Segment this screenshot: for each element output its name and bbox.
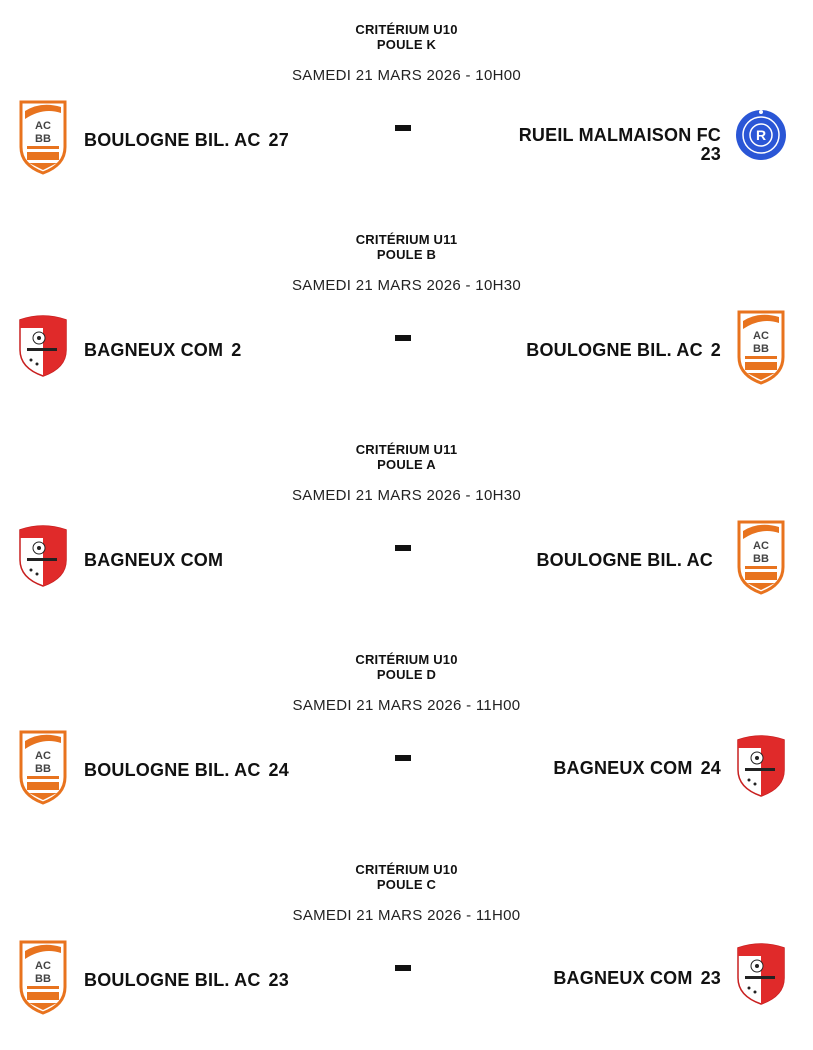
away-team-name: RUEIL MALMAISON FC	[518, 125, 721, 145]
versus-dash	[395, 125, 411, 131]
bagneux-crest-icon	[735, 734, 787, 810]
home-team[interactable]	[84, 970, 289, 991]
versus-dash	[395, 755, 411, 761]
away-team-name: BOULOGNE BIL. AC	[526, 340, 703, 360]
competition-group: POULE C	[376, 877, 437, 892]
match-card[interactable]	[0, 840, 813, 1050]
competition-name: CRITÉRIUM U11	[355, 232, 458, 247]
home-team[interactable]	[84, 340, 241, 361]
svg-text:AC: AC	[35, 750, 51, 762]
versus-dash	[395, 965, 411, 971]
away-team-name: BAGNEUX COM	[553, 758, 693, 778]
home-score: 2	[231, 340, 242, 360]
competition-heading	[0, 442, 813, 472]
competition-heading	[0, 862, 813, 892]
home-team-name: BAGNEUX COM	[84, 340, 224, 360]
home-score: 23	[268, 970, 289, 990]
bagneux-crest-icon	[17, 524, 69, 600]
svg-text:BB: BB	[35, 133, 51, 145]
svg-text:R: R	[755, 127, 767, 143]
svg-text:AC: AC	[753, 330, 769, 342]
match-datetime: SAMEDI 21 MARS 2026 - 10H30	[291, 277, 522, 294]
away-team-name: BAGNEUX COM	[553, 968, 693, 988]
svg-text:AC: AC	[753, 540, 769, 552]
versus-dash	[395, 545, 411, 551]
rueil-malmaison-crest-icon	[734, 108, 788, 162]
svg-text:BB: BB	[753, 553, 769, 565]
away-score: 23	[700, 144, 721, 164]
competition-name: CRITÉRIUM U10	[355, 652, 458, 667]
competition-group: POULE K	[376, 37, 437, 52]
competition-name: CRITÉRIUM U11	[355, 442, 458, 457]
competition-heading	[0, 652, 813, 682]
away-team[interactable]	[553, 758, 721, 779]
away-team[interactable]	[526, 340, 721, 361]
away-score: 24	[700, 758, 721, 778]
competition-heading	[0, 232, 813, 262]
match-datetime: SAMEDI 21 MARS 2026 - 10H00	[291, 67, 522, 84]
match-card[interactable]	[0, 0, 813, 210]
competition-name: CRITÉRIUM U10	[355, 22, 458, 37]
competition-heading	[0, 22, 813, 52]
acbb-crest-icon	[17, 729, 69, 805]
away-team[interactable]	[553, 968, 721, 989]
match-card[interactable]	[0, 210, 813, 420]
match-datetime: SAMEDI 21 MARS 2026 - 11H00	[292, 697, 521, 714]
acbb-crest-icon	[735, 519, 787, 595]
svg-text:BB: BB	[35, 763, 51, 775]
svg-text:BB: BB	[753, 343, 769, 355]
acbb-crest-icon	[17, 99, 69, 175]
away-score: 2	[710, 340, 721, 360]
competition-name: CRITÉRIUM U10	[355, 862, 458, 877]
competition-group: POULE B	[376, 247, 437, 262]
away-score: 23	[700, 968, 721, 988]
svg-text:AC: AC	[35, 120, 51, 132]
home-score: 27	[268, 130, 289, 150]
away-team[interactable]	[536, 550, 721, 571]
home-team-name: BAGNEUX COM	[84, 550, 224, 570]
home-team[interactable]	[84, 550, 231, 571]
match-datetime: SAMEDI 21 MARS 2026 - 10H30	[291, 487, 522, 504]
home-team-name: BOULOGNE BIL. AC	[84, 970, 261, 990]
svg-text:AC: AC	[35, 960, 51, 972]
bagneux-crest-icon	[17, 314, 69, 390]
match-card[interactable]	[0, 630, 813, 840]
home-team[interactable]	[84, 760, 289, 781]
match-datetime: SAMEDI 21 MARS 2026 - 11H00	[292, 907, 521, 924]
home-team[interactable]	[84, 130, 289, 151]
home-team-name: BOULOGNE BIL. AC	[84, 760, 261, 780]
home-team-name: BOULOGNE BIL. AC	[84, 130, 261, 150]
versus-dash	[395, 335, 411, 341]
home-score: 24	[268, 760, 289, 780]
competition-group: POULE D	[376, 667, 437, 682]
acbb-crest-icon	[17, 939, 69, 1015]
acbb-crest-icon	[735, 309, 787, 385]
competition-group: POULE A	[377, 457, 436, 472]
svg-text:BB: BB	[35, 973, 51, 985]
away-team-name: BOULOGNE BIL. AC	[536, 550, 713, 570]
away-team[interactable]	[481, 126, 721, 164]
bagneux-crest-icon	[735, 942, 787, 1018]
match-card[interactable]	[0, 420, 813, 630]
